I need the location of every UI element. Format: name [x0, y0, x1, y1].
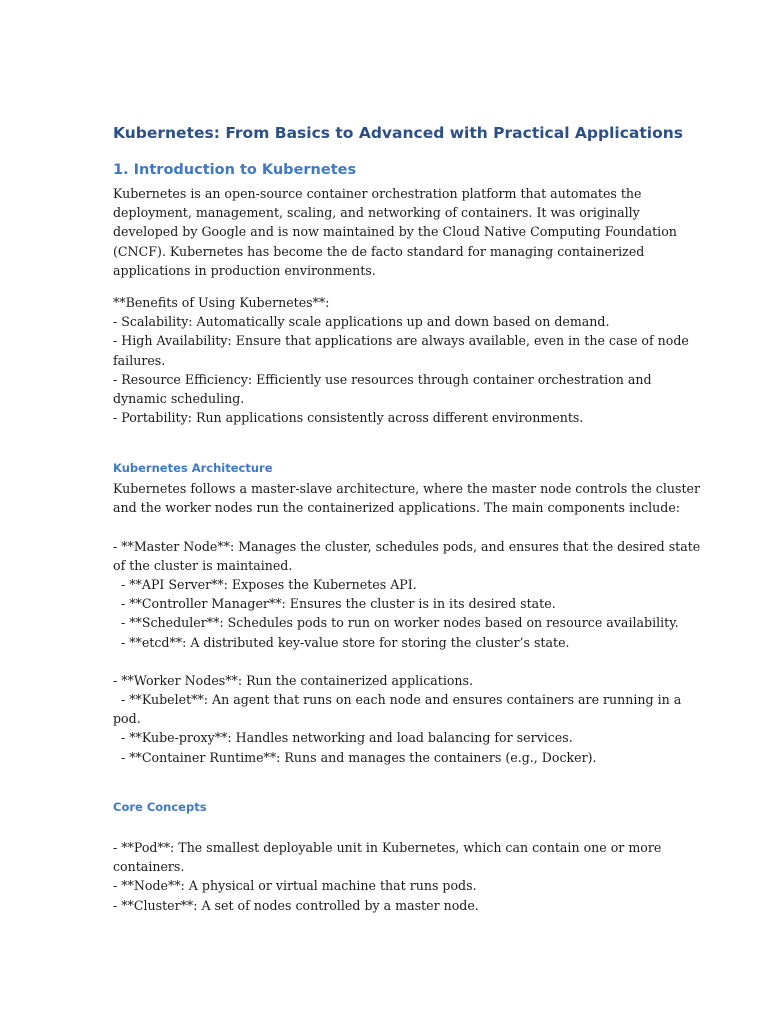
section-heading-introduction: 1. Introduction to Kubernetes [113, 162, 357, 178]
list-item: of the cluster is maintained. [113, 557, 293, 573]
list-item: - **Scheduler**: Schedules pods to run on worker nodes based on resource availability. [113, 615, 679, 631]
list-item: dynamic scheduling. [113, 390, 245, 406]
list-item: - Scalability: Automatically scale applications up and down based on demand. [113, 314, 610, 330]
list-item: failures. [113, 352, 166, 368]
list-item: - **Container Runtime**: Runs and manages the containers (e.g., Docker). [113, 749, 597, 765]
list-item: - Resource Efficiency: Efficiently use resources through container orchestration and [113, 371, 652, 387]
paragraph-line: developed by Google and is now maintained by the Cloud Native Computing Foundation [113, 224, 677, 240]
list-item: - **Node**: A physical or virtual machine that runs pods. [113, 878, 477, 894]
section-heading-architecture: Kubernetes Architecture [113, 461, 273, 475]
list-item: - **Master Node**: Manages the cluster, schedules pods, and ensures that the desired state [113, 538, 701, 554]
paragraph-line: applications in production environments. [113, 262, 376, 278]
paragraph-line: deployment, management, scaling, and networking of containers. It was originally [113, 205, 640, 221]
core-concepts-list [113, 838, 662, 915]
benefits-list [113, 293, 689, 427]
architecture-paragraph [113, 479, 701, 767]
list-item: **Benefits of Using Kubernetes**: [113, 295, 330, 310]
section-heading-core-concepts: Core Concepts [113, 800, 207, 814]
list-item: - **etcd**: A distributed key-value store for storing the cluster’s state. [113, 634, 570, 650]
list-item: pod. [113, 711, 141, 727]
document-title: Kubernetes: From Basics to Advanced with Practical Applications [113, 124, 684, 142]
intro-paragraph [113, 184, 677, 280]
list-item: - **Kubelet**: An agent that runs on each node and ensures containers are running in a [113, 692, 682, 708]
list-item: - **API Server**: Exposes the Kubernetes API. [113, 576, 417, 592]
paragraph-line: and the worker nodes run the containerized applications. The main components include: [113, 500, 681, 516]
list-item: - High Availability: Ensure that applications are always available, even in the case of node [113, 333, 689, 349]
list-item: containers. [113, 859, 185, 875]
paragraph-line: Kubernetes is an open-source container orchestration platform that automates the [113, 186, 642, 201]
list-item: - **Pod**: The smallest deployable unit in Kubernetes, which can contain one or more [113, 840, 662, 855]
paragraph-line: Kubernetes follows a master-slave architecture, where the master node controls the cluster [113, 481, 700, 496]
list-item: - **Worker Nodes**: Run the containerized applications. [113, 672, 474, 688]
paragraph-line: (CNCF). Kubernetes has become the de facto standard for managing containerized [113, 243, 645, 259]
list-item: - **Cluster**: A set of nodes controlled by a master node. [113, 897, 479, 913]
list-item: - **Controller Manager**: Ensures the cluster is in its desired state. [113, 596, 556, 612]
list-item: - **Kube-proxy**: Handles networking and load balancing for services. [113, 730, 573, 746]
list-item: - Portability: Run applications consistently across different environments. [113, 410, 584, 426]
